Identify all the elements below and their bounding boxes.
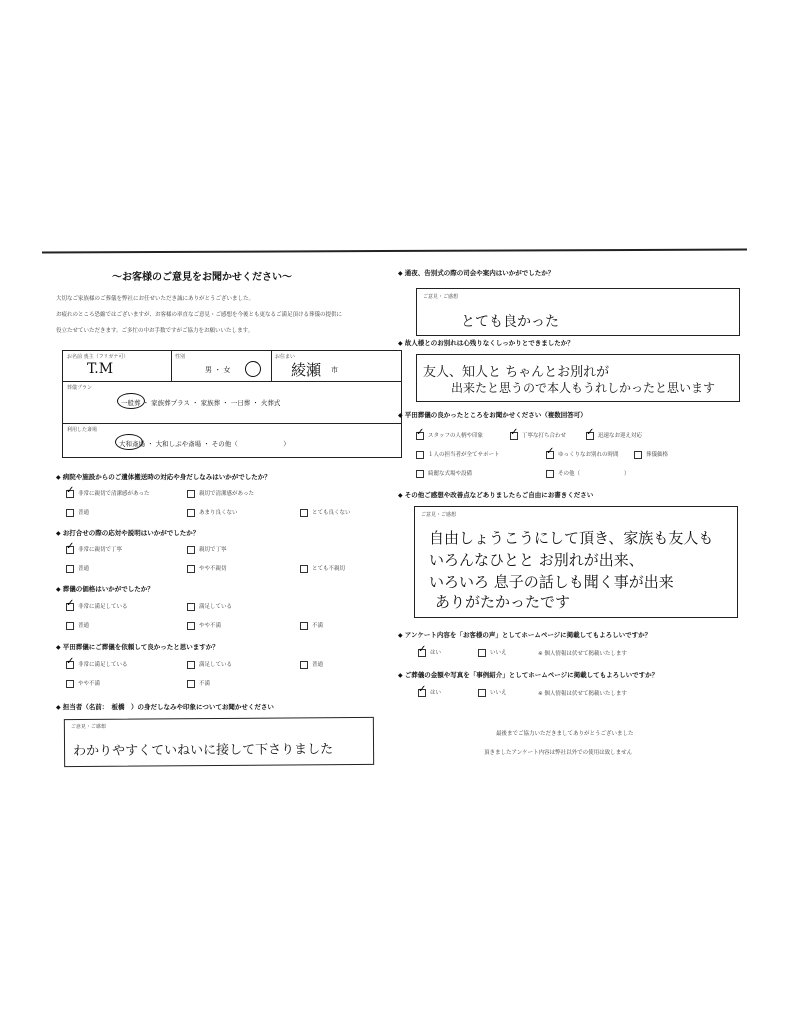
staff-comment: わかりやすくていねいに接して下さりました [73, 742, 334, 760]
option-label: 非常に親切で清潔感があった [78, 491, 150, 497]
farewell-line-1: 友人、知人と ちゃんとお別れが [423, 365, 610, 380]
checkbox[interactable] [416, 451, 424, 459]
option-label: 葬儀価格 [646, 452, 669, 458]
checkbox[interactable] [300, 622, 308, 630]
checkbox[interactable] [300, 509, 308, 517]
question-good-points: ◆ 平田葬儀の良かったところをお聞かせください（複数回答可） [398, 410, 587, 419]
option[interactable] [66, 621, 89, 630]
other-comments-label: ご意見・ご感想 [421, 512, 457, 518]
option-label: いいえ [490, 690, 507, 696]
intro-line-1: 大切なご家族様のご葬儀を弊社にお任せいただき誠にありがとうございました。 [56, 296, 255, 302]
option[interactable] [300, 508, 351, 517]
option[interactable] [416, 469, 472, 478]
ceremony-answer: とても良かった [461, 314, 559, 330]
closing-thanks: 最後までご協力いただきましてありがとうございました [496, 731, 634, 737]
hall-options: 大和斎場 ・ 大和しぶや斎場 ・ その他（ ） [119, 440, 290, 448]
intro-line-2: お疲れのところ恐縮ではございますが、お客様の率直なご意見・ご感想を今後とも更なるご満足頂ける葬儀の提供に [56, 312, 343, 318]
option-label: 親切で丁寧 [199, 547, 227, 553]
checkbox-checked[interactable] [418, 689, 426, 697]
option[interactable] [418, 648, 441, 657]
option-label: 綺麗な式場や設備 [428, 471, 473, 477]
gender-circle-mark [245, 361, 261, 377]
comment-line-3: いろいろ 息子の話しも聞く事が出来 [429, 573, 674, 591]
gender-options: 男 ・ 女 [205, 366, 231, 374]
option-label: 不満 [312, 623, 324, 629]
option-label: ゆっくりなお別れの時間 [558, 452, 619, 458]
option-label: １人の担当者が全てサポート [428, 452, 500, 458]
hall-label: 利用した斎場 [67, 427, 98, 433]
checkbox[interactable] [187, 546, 195, 554]
question-staff: ◆ 担当者（名前： 板橋 ）の身だしなみや印象についてお聞かせください [56, 702, 274, 711]
option-label: 非常に親切で丁寧 [78, 547, 123, 553]
address-suffix: 市 [331, 366, 338, 374]
question-publish-case: ◆ ご葬儀の金額や写真を「事例紹介」としてホームページに掲載してもよろしいですか？ [398, 670, 658, 679]
option-label: 満足している [199, 662, 233, 668]
gender-value [205, 365, 230, 375]
option[interactable] [187, 679, 210, 688]
option-label: 迅速なお迎え対応 [598, 433, 643, 439]
address-value: 綾瀬 [291, 361, 322, 379]
option-label: 非常に満足している [78, 662, 128, 668]
option[interactable] [66, 679, 100, 688]
table-divider [171, 351, 172, 381]
name-value: T.M [87, 361, 114, 377]
option[interactable] [187, 545, 227, 554]
staff-comment-box[interactable] [64, 717, 374, 767]
privacy-note: ※ 個人情報は伏せて掲載いたします [538, 691, 627, 697]
checkbox[interactable] [66, 680, 74, 688]
question-price: ◆ 葬儀の価格はいかがでしたか？ [56, 584, 154, 593]
comment-line-4: ありがたかったです [435, 593, 571, 611]
option[interactable] [187, 508, 238, 517]
checkbox[interactable] [478, 649, 486, 657]
option-label: スタッフの人柄や印象 [428, 433, 484, 439]
option-label: はい [430, 650, 442, 656]
option-label: あまり良くない [199, 510, 238, 516]
option[interactable] [416, 431, 483, 440]
option[interactable] [66, 564, 89, 573]
checkbox-checked[interactable] [546, 451, 554, 459]
option[interactable] [546, 469, 630, 478]
option[interactable] [187, 489, 254, 498]
checkbox[interactable] [300, 661, 308, 669]
option[interactable] [300, 621, 323, 630]
question-ceremony: ◆ 通夜、告別式の際の司会や案内はいかがでしたか？ [398, 268, 554, 277]
option[interactable] [634, 450, 668, 459]
survey-title: ～お客様のご意見をお聞かせください～ [112, 272, 292, 283]
option[interactable] [510, 431, 566, 440]
option[interactable] [66, 545, 122, 554]
checkbox[interactable] [187, 509, 195, 517]
option-label: やや不満 [199, 623, 222, 629]
survey-sheet [42, 246, 750, 782]
hall-circle-mark [115, 434, 143, 450]
checkbox[interactable] [66, 622, 74, 630]
checkbox[interactable] [187, 680, 195, 688]
plan-circle-mark [117, 393, 145, 409]
checkbox[interactable] [416, 470, 424, 478]
question-satisfaction: ◆ 平田葬儀にご葬儀を依頼して良かったと思いますか？ [56, 642, 219, 651]
option-label: はい [430, 690, 442, 696]
option[interactable] [187, 602, 232, 611]
option-label: 普通 [78, 510, 90, 516]
option[interactable] [187, 621, 221, 630]
option[interactable] [66, 660, 128, 669]
option-label: やや不満 [78, 681, 101, 687]
option[interactable] [66, 508, 89, 517]
question-meeting: ◆ お打合せの際の応対や説明はいかがでしたか？ [56, 528, 199, 537]
question-transport: ◆ 病院や施設からのご遺体搬送時の対応や身だしなみはいかがでしたか？ [56, 472, 271, 481]
option-label: いいえ [490, 650, 507, 656]
option-label: 普通 [78, 566, 90, 572]
address-label: お住まい [275, 354, 296, 360]
privacy-note: ※ 個人情報は伏せて掲載いたします [538, 651, 627, 657]
comment-line-2: いろんなひとと お別れが出来、 [429, 551, 644, 569]
checkbox[interactable] [478, 689, 486, 697]
table-divider [63, 423, 401, 424]
comment-line-1: 自由しょうこうにして頂き、家族も友人も [429, 529, 714, 547]
other-comments-box[interactable] [414, 506, 738, 618]
checkbox-checked[interactable] [586, 432, 594, 440]
option-label: 親切で清潔感があった [199, 491, 254, 497]
checkbox[interactable] [634, 451, 642, 459]
question-publish-voice: ◆ アンケート内容を「お客様の声」としてホームページに掲載してもよろしいですか？ [398, 630, 651, 639]
checkbox[interactable] [546, 470, 554, 478]
checkbox[interactable] [187, 622, 195, 630]
option-label: とても良くない [312, 510, 351, 516]
closing-privacy: 頂きましたアンケート内容は弊社以外での使用は致しません [484, 750, 633, 756]
option-label: 非常に満足している [78, 604, 128, 610]
option-label: とても不親切 [312, 566, 346, 572]
gender-label: 性別 [175, 354, 186, 360]
intro-line-3: 役立たせていただきます。ご多忙の中お手数ですがご協力をお願いいたします。 [56, 328, 254, 334]
option[interactable] [187, 564, 227, 573]
question-farewell: ◆ 故人様とのお別れは心残りなくしっかりとできましたか？ [398, 338, 574, 347]
option[interactable] [416, 450, 500, 459]
option[interactable] [478, 648, 507, 657]
option[interactable] [187, 660, 232, 669]
question-other-comments: ◆ その他ご感想や改善点などありましたらご自由にお書きください [398, 490, 593, 499]
option[interactable] [418, 688, 441, 697]
checkbox-checked[interactable] [66, 661, 74, 669]
option[interactable] [66, 489, 149, 498]
plan-label: 葬儀プラン [67, 385, 93, 391]
farewell-comment-box[interactable] [416, 354, 740, 402]
checkbox-checked[interactable] [66, 603, 74, 611]
checkbox[interactable] [187, 565, 195, 573]
checkbox-checked[interactable] [418, 649, 426, 657]
checkbox[interactable] [187, 603, 195, 611]
option-label: 不満 [199, 681, 211, 687]
option[interactable] [66, 602, 128, 611]
checkbox-checked[interactable] [510, 432, 518, 440]
farewell-line-2: 出来たと思うので本人もうれしかったと思います [451, 381, 716, 395]
checkbox[interactable] [187, 490, 195, 498]
option-label: 普通 [78, 623, 90, 629]
option[interactable] [300, 660, 323, 669]
option-label: その他（ ） [558, 471, 630, 477]
table-divider [271, 351, 272, 381]
checkbox[interactable] [187, 661, 195, 669]
option-label: 普通 [312, 662, 324, 668]
checkbox[interactable] [66, 565, 74, 573]
option-label: 丁寧な打ち合わせ [522, 433, 567, 439]
customer-info-table [62, 350, 402, 458]
checkbox-checked[interactable] [416, 432, 424, 440]
ceremony-comment-box[interactable] [416, 288, 740, 336]
checkbox[interactable] [300, 565, 308, 573]
option-label: やや不親切 [199, 566, 227, 572]
option[interactable] [586, 431, 642, 440]
name-label: お名前 喪主（フリガナ可） [67, 354, 129, 360]
checkbox-checked[interactable] [66, 546, 74, 554]
option[interactable] [546, 450, 618, 459]
staff-box-label: ご意見・ご感想 [70, 723, 106, 731]
checkbox[interactable] [66, 509, 74, 517]
ceremony-box-label: ご意見・ご感想 [423, 294, 459, 300]
table-divider [63, 381, 401, 382]
plan-options: 一般葬 ・ 家族葬プラス ・ 家族葬 ・ 一日葬 ・ 火葬式 [121, 399, 281, 407]
checkbox-checked[interactable] [66, 490, 74, 498]
option[interactable] [478, 688, 507, 697]
option[interactable] [300, 564, 345, 573]
option-label: 満足している [199, 604, 233, 610]
